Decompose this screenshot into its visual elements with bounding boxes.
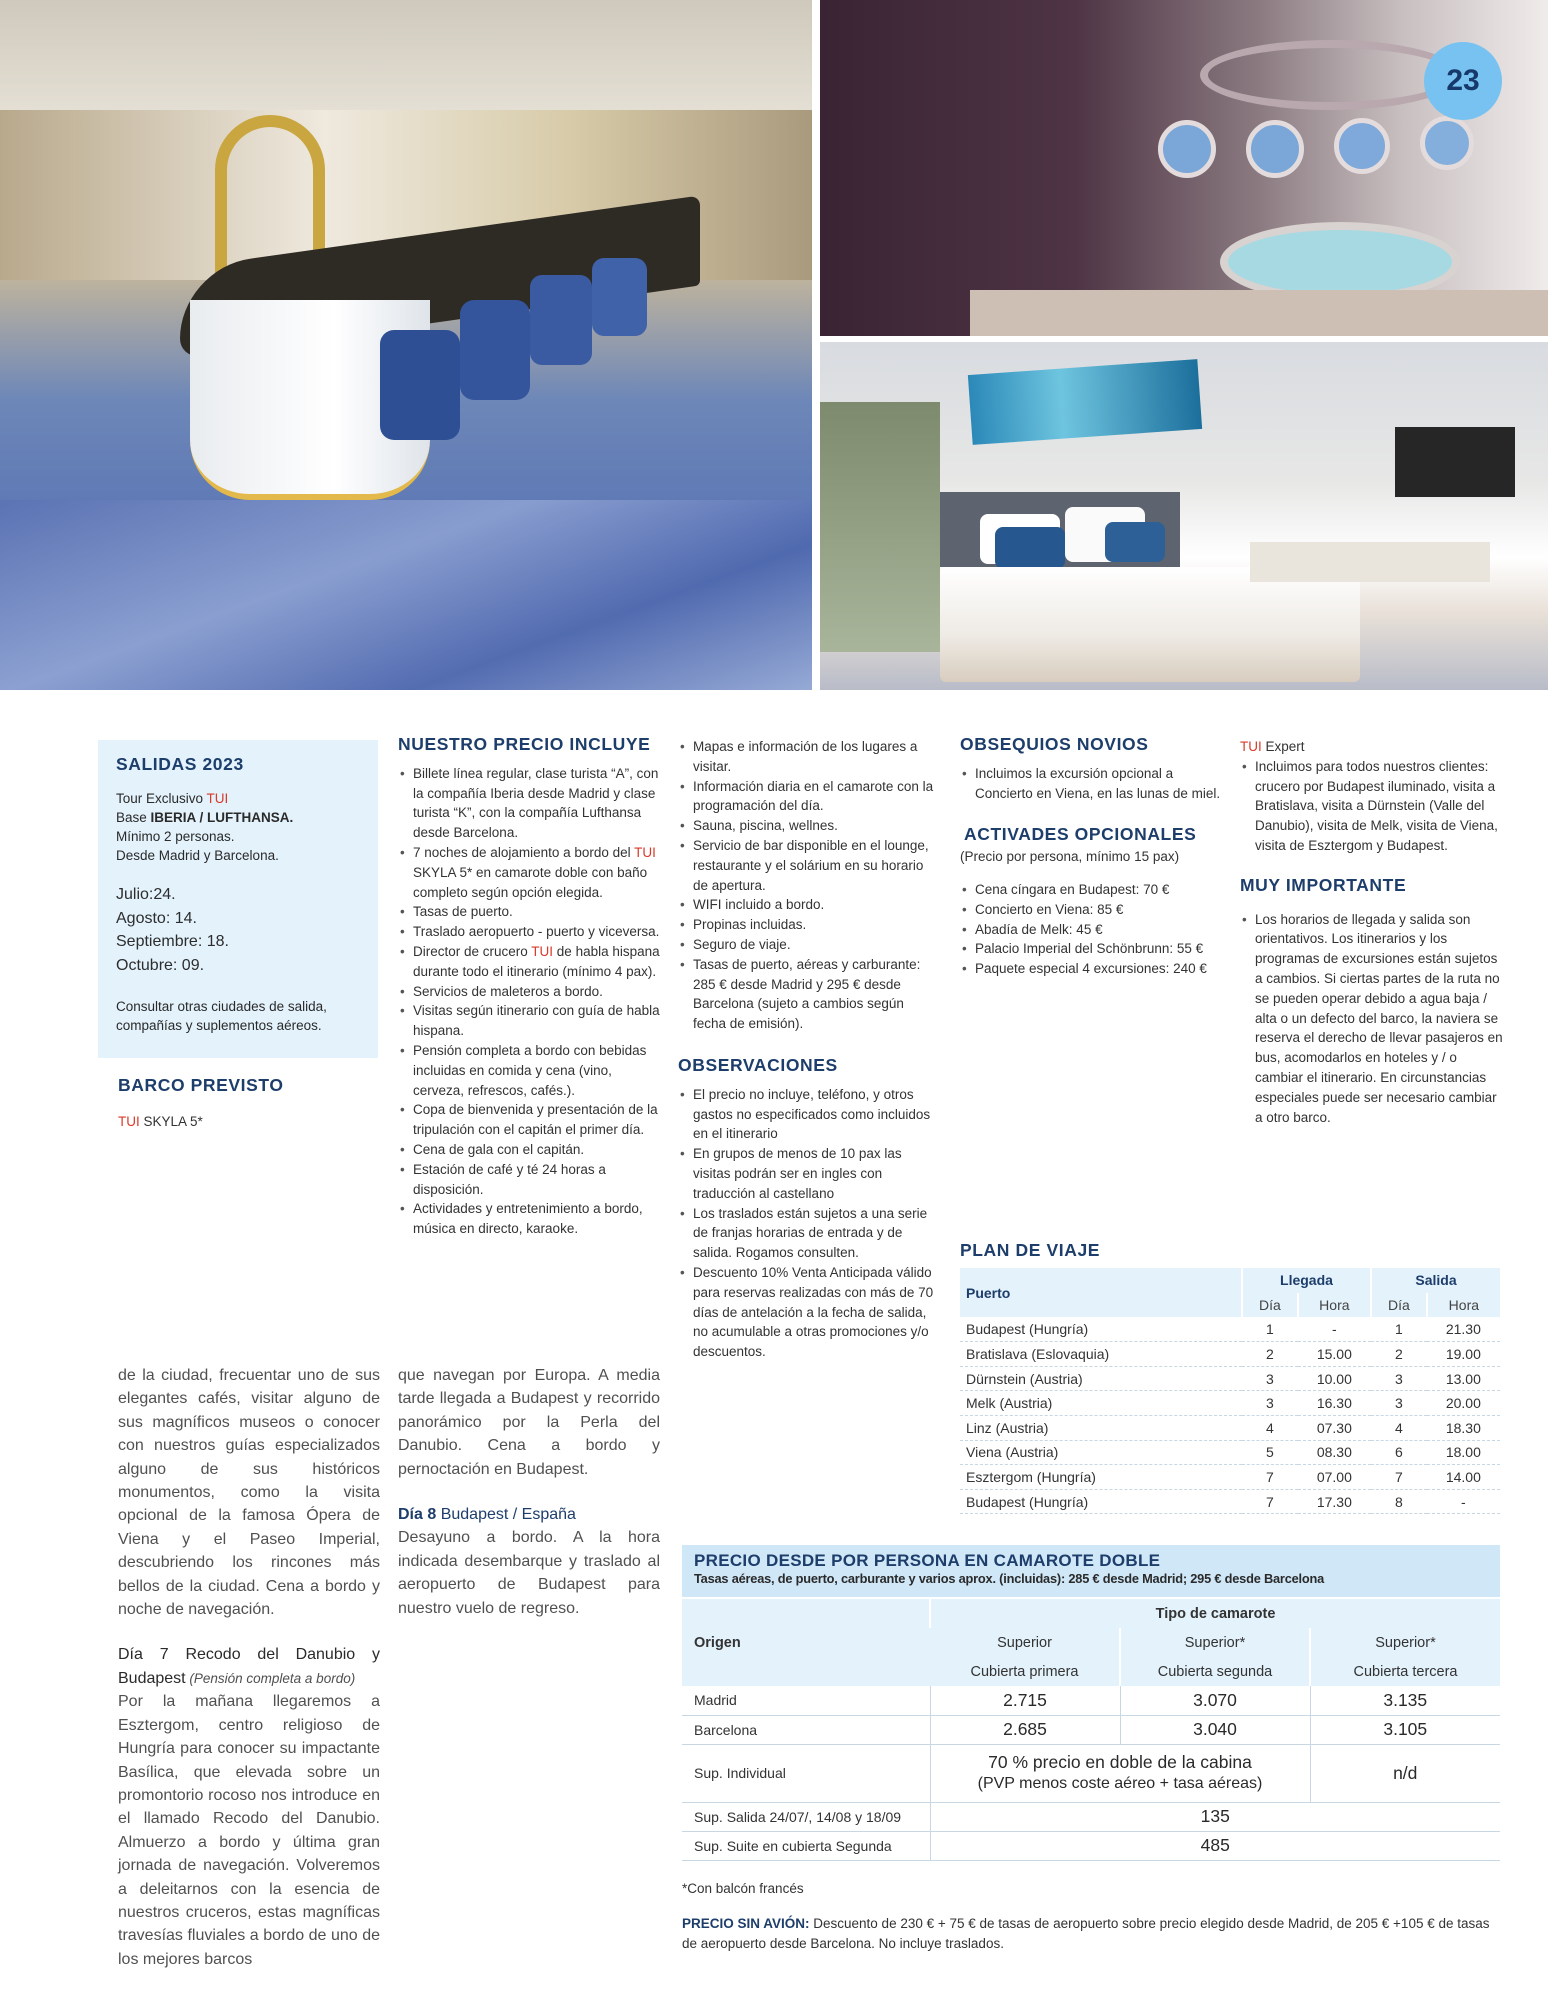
consultar-note: Consultar otras ciudades de salida, compañías y suplementos aéreos. [116,999,327,1033]
observaciones-heading: OBSERVACIONES [678,1054,838,1075]
expert-label: Expert [1261,739,1305,754]
table-row [682,1715,1500,1744]
list-item: • Seguro de viaje. [678,935,940,955]
category-label: Superior* [1120,1628,1310,1657]
importante-heading: MUY IMPORTANTE [1240,874,1407,895]
list-item: • Copa de bienvenida y presentación de la tripulación con el capitán el primer día. [398,1100,660,1140]
price-value: n/d [1310,1744,1500,1802]
tv [1395,427,1515,497]
table-row [960,1342,1500,1367]
importante-list [1240,910,1506,1128]
arrival-time: 07.00 [1298,1465,1371,1490]
price-header [682,1545,1500,1597]
day-title: Budapest / España [436,1506,576,1524]
balcon-footnote: *Con balcón francés [682,1881,804,1896]
table-row [960,1366,1500,1391]
list-item: • Director de crucero TUI de habla hispana durante todo el itinerario (mínimo 4 pax). [398,942,660,982]
tui-brand: TUI [118,1113,140,1129]
opcionales-list [960,880,1222,979]
table-row [682,1744,1500,1802]
day-title: Recodo del Danubio y Budapest [118,1646,380,1687]
porthole-window [1158,120,1216,178]
arrival-time: 08.30 [1298,1440,1371,1465]
price-value: 135 [930,1802,1500,1831]
desk [1250,542,1490,582]
incluye-section-cont [678,737,940,1362]
incluye-section [398,735,660,1239]
departure-time: - [1427,1489,1500,1514]
port-name: Melk (Austria) [960,1391,1242,1416]
port-name: Bratislava (Eslovaquia) [960,1342,1242,1367]
list-item: • Tasas de puerto, aéreas y carburante: 285 € desde Madrid y 295 € desde Barcelona (sujeto a cambios según fecha de emisión). [678,955,940,1034]
day-label: Día 8 [398,1506,437,1524]
itinerary-table [960,1268,1500,1514]
category-label: Superior* [1310,1628,1500,1657]
col-dia: Día [1371,1293,1427,1318]
arrival-day: 4 [1242,1416,1298,1441]
list-item: • Los horarios de llegada y salida son orientativos. Los itinerarios y los programas de excursiones están sujetos a cambios. Si ciertas partes de la ruta no se pueden operar debido a agua baja / alta o un defecto del barco, la naviera se reserva el derecho de llevar pasajeros en bus, acomodarlos en hoteles y / o cambiar el itinerario. En circunstancias especiales puede ser necesario cambiar a otro barco. [1240,910,1506,1128]
departure-dates [116,883,360,977]
expert-list [1240,757,1506,856]
departure-day: 3 [1371,1391,1427,1416]
table-row [960,1489,1500,1514]
individual-note: 70 % precio en doble de la cabina (PVP menos coste aéreo + tasa aéreas) [930,1744,1310,1802]
cushion [1105,522,1165,562]
departure-day: 1 [1371,1317,1427,1342]
list-item: • Cena de gala con el capitán. [398,1140,660,1160]
list-item: • Los traslados están sujetos a una serie de franjas horarias de entrada y de salida. Rogamos consulten. [678,1204,940,1263]
obsequios-section [960,735,1222,979]
date-item: Octubre: 09. [116,956,205,974]
departure-day: 3 [1371,1366,1427,1391]
date-item: Agosto: 14. [116,909,197,927]
category-label: Superior [930,1628,1120,1657]
port-name: Budapest (Hungría) [960,1489,1242,1514]
list-item: • Estación de café y té 24 horas a disposición. [398,1160,660,1200]
departure-day: 4 [1371,1416,1427,1441]
port-name: Esztergom (Hungría) [960,1465,1242,1490]
list-item: • Visitas según itinerario con guía de habla hispana. [398,1001,660,1041]
arrival-day: 3 [1242,1391,1298,1416]
itinerary-paragraph: Desayuno a bordo. A la hora indicada desembarque y traslado al aeropuerto de Budapest para nuestro vuelo de regreso. [398,1529,660,1617]
list-item: • Propinas incluidas. [678,915,940,935]
porthole-window [1334,118,1390,174]
port-name: Dürnstein (Austria) [960,1366,1242,1391]
col-puerto: Puerto [960,1268,1242,1317]
price-value: 3.135 [1310,1686,1500,1715]
row-label: Sup. Salida 24/07/, 14/08 y 18/09 [682,1802,930,1831]
arrival-time: 07.30 [1298,1416,1371,1441]
incluye-heading: NUESTRO PRECIO INCLUYE [398,734,651,754]
price-value: 485 [930,1831,1500,1860]
list-item: • Abadía de Melk: 45 € [960,920,1222,940]
date-item: Julio:24. [116,886,176,903]
itinerary-paragraph: Por la mañana llegaremos a Esztergom, centro religioso de Hungría para conocer su impactante Basílica, que elevada sobre un promontorio rocoso nos introduce en el llamado Recodo del Danubio. Almuerzo a bordo y última gran jornada de navegación. Volveremos a deleitarnos con la esencia de nuestros cruceros, estas magníficas travesías fluviales a bordo de uno de los mejores barcos [118,1693,380,1968]
col-tipo-camarote: Tipo de camarote [930,1599,1500,1628]
list-item: • Actividades y entretenimiento a bordo, música en directo, karaoke. [398,1199,660,1239]
departure-time: 21.30 [1427,1317,1500,1342]
day-7 [118,1643,380,1690]
departure-time: 14.00 [1427,1465,1500,1490]
date-item: Septiembre: 18. [116,933,229,950]
observaciones-list [678,1085,940,1362]
wall-painting [968,359,1202,445]
list-item: • WIFI incluido a bordo. [678,895,940,915]
salidas-details: Tour Exclusivo TUI Base IBERIA / LUFTHANSA. Mínimo 2 personas. Desde Madrid y Barcelona. [116,789,360,865]
arrival-time: 16.30 [1298,1391,1371,1416]
price-value: 2.715 [930,1686,1120,1715]
day-subtitle: (Pensión completa a bordo) [185,1670,356,1686]
price-value: 3.070 [1120,1686,1310,1715]
day-label: Día 7 [118,1646,169,1664]
row-label: Sup. Suite en cubierta Segunda [682,1831,930,1860]
sin-avion-label: PRECIO SIN AVIÓN: [682,1916,810,1931]
page-number-badge: 23 [1424,42,1502,120]
table-row [960,1317,1500,1342]
deck-label: Cubierta tercera [1310,1657,1500,1686]
ship-name: SKYLA 5* [139,1113,203,1129]
table-row [682,1686,1500,1715]
price-subtitle: Tasas aéreas, de puerto, carburante y varios aprox. (incluidas): 285 € desde Madrid; 295 € desde Barcelona [694,1571,1325,1586]
salidas-box [98,740,378,1058]
barco-section [118,1076,378,1132]
list-item: • Descuento 10% Venta Anticipada válido para reservas realizadas con más de 70 días de antelación a la fecha de salida, no acumulable a otras promociones y/o descuentos. [678,1263,940,1362]
list-item: • El precio no incluye, teléfono, y otros gastos no especificados como incluidos en el itinerario [678,1085,940,1144]
table-row [682,1802,1500,1831]
arrival-time: 15.00 [1298,1342,1371,1367]
departure-day: 8 [1371,1489,1427,1514]
list-item: • Información diaria en el camarote con la programación del día. [678,777,940,817]
list-item: • Sauna, piscina, wellnes. [678,816,940,836]
porthole-window [1420,116,1474,170]
bed [940,567,1360,682]
incluye-list [398,764,660,1239]
tui-brand: TUI [1240,739,1262,754]
list-item: • Palacio Imperial del Schönbrunn: 55 € [960,939,1222,959]
arrival-time: 17.30 [1298,1489,1371,1514]
bar-stool [592,258,647,336]
bar-stool [380,330,460,440]
opcionales-note: (Precio por persona, mínimo 15 pax) [960,849,1180,865]
arrival-time: - [1298,1317,1371,1342]
list-item: • Incluimos para todos nuestros clientes: crucero por Budapest iluminado, visita a Bratislava, visita a Dürnstein (Valle del Danubio), visita de Melk, visita de Viena, visita de Esztergom y Budapest. [1240,757,1506,856]
table-header [960,1268,1500,1293]
opcionales-heading: ACTIVADES OPCIONALES [964,824,1197,845]
departure-day: 7 [1371,1465,1427,1490]
sin-avion-text: Descuento de 230 € + 75 € de tasas de aeropuerto sobre precio elegido desde Madrid, de 205 € +105 € de tasas de aeropuerto desde Barcelona. No incluye traslados. [682,1916,1490,1951]
list-item: • En grupos de menos de 10 pax las visitas podrán ser en ingles con traducción al castellano [678,1144,940,1203]
table-row [960,1416,1500,1441]
departure-day: 2 [1371,1342,1427,1367]
price-title: PRECIO DESDE POR PERSONA EN CAMAROTE DOBLE [694,1551,1161,1570]
row-label: Sup. Individual [682,1744,930,1802]
obsequios-heading: OBSEQUIOS NOVIOS [960,734,1149,754]
list-item: • Servicios de maleteros a bordo. [398,982,660,1002]
day-8 [398,1503,660,1526]
bar-stool [460,300,530,400]
price-value: 2.685 [930,1715,1120,1744]
minimo-personas: Mínimo 2 personas. [116,829,235,844]
col-hora: Hora [1427,1293,1500,1318]
arrival-day: 1 [1242,1317,1298,1342]
arrival-time: 10.00 [1298,1366,1371,1391]
tui-brand: TUI [206,791,229,806]
arrival-day: 7 [1242,1465,1298,1490]
price-header-row [682,1599,1500,1628]
list-item: • 7 noches de alojamiento a bordo del TUI SKYLA 5* en camarote doble con baño completo según opción elegida. [398,843,660,902]
deck-label: Cubierta primera [930,1657,1120,1686]
arrival-day: 5 [1242,1440,1298,1465]
arrival-day: 3 [1242,1366,1298,1391]
list-item: • Concierto en Viena: 85 € [960,900,1222,920]
floor [970,290,1548,336]
row-label: Barcelona [682,1715,930,1744]
departure-time: 19.00 [1427,1342,1500,1367]
table-row [960,1391,1500,1416]
departure-time: 18.00 [1427,1440,1500,1465]
incluye-list-cont [678,737,940,1034]
col-dia: Día [1242,1293,1298,1318]
list-item: • Paquete especial 4 excursiones: 240 € [960,959,1222,979]
port-name: Linz (Austria) [960,1416,1242,1441]
expert-section [1240,737,1506,1127]
list-item: • Billete línea regular, clase turista “A”, con la compañía Iberia desde Madrid y clase turista “K”, con la compañía Lufthansa desde Barcelona. [398,764,660,843]
col-hora: Hora [1298,1293,1371,1318]
obsequios-list [960,764,1222,804]
bar-lounge-photo [0,0,812,690]
window-left [820,402,940,652]
departure-time: 18.30 [1427,1416,1500,1441]
list-item: • Tasas de puerto. [398,902,660,922]
col-llegada: Llegada [1242,1268,1371,1293]
departure-time: 13.00 [1427,1366,1500,1391]
list-item: • Incluimos la excursión opcional a Concierto en Viena, en las lunas de miel. [960,764,1222,804]
departure-time: 20.00 [1427,1391,1500,1416]
itinerary-paragraph: de la ciudad, frecuentar uno de sus elegantes cafés, visitar alguno de sus magníficos museos o conocer con nuestros guías especializados alguno de sus históricos monumentos, como la visita opcional de la famosa Ópera de Viena y el Paseo Imperial, descubriendo los rincones más bellos de la ciudad. Cena a bordo y noche de navegación. [118,1367,380,1619]
itinerary-text-col2 [398,1364,660,1620]
barco-heading: BARCO PREVISTO [118,1075,284,1095]
itinerary-rows [960,1317,1500,1514]
departure-day: 6 [1371,1440,1427,1465]
list-item: • Cena cíngara en Budapest: 70 € [960,880,1222,900]
row-label: Madrid [682,1686,930,1715]
table-row [682,1831,1500,1860]
plan-heading: PLAN DE VIAJE [960,1240,1101,1260]
carpet [0,500,812,690]
bar-stool [530,275,592,365]
cabin-bedroom-photo [820,342,1548,690]
arrival-day: 7 [1242,1489,1298,1514]
list-item: • Pensión completa a bordo con bebidas incluidas en comida y cena (vino, cerveza, refrescos, cafés.). [398,1041,660,1100]
ceiling-ring [1200,40,1460,110]
table-row [960,1465,1500,1490]
list-item: • Servicio de bar disponible en el lounge, restaurante y el solárium en su horario de apertura. [678,836,940,895]
cushion [995,527,1065,569]
list-item: • Traslado aeropuerto - puerto y viceversa. [398,922,660,942]
desde-ciudades: Desde Madrid y Barcelona. [116,848,279,863]
salidas-heading: SALIDAS 2023 [116,754,244,774]
col-salida: Salida [1371,1268,1500,1293]
list-item: • Mapas e información de los lugares a visitar. [678,737,940,777]
price-value: 3.040 [1120,1715,1310,1744]
table-row [960,1440,1500,1465]
port-name: Budapest (Hungría) [960,1317,1242,1342]
price-table [682,1599,1500,1861]
itinerary-text-col1 [118,1364,380,1971]
price-value: 3.105 [1310,1715,1500,1744]
sin-avion-note [682,1914,1502,1954]
base-airlines: IBERIA / LUFTHANSA. [150,810,294,825]
col-origen: Origen [682,1599,930,1686]
deck-label: Cubierta segunda [1120,1657,1310,1686]
port-name: Viena (Austria) [960,1440,1242,1465]
arrival-day: 2 [1242,1342,1298,1367]
itinerary-paragraph: que navegan por Europa. A media tarde llegada a Budapest y recorrido panorámico por la Perla del Danubio. Cena a bordo y pernoctación en Budapest. [398,1367,660,1478]
ceiling [0,0,812,120]
porthole-window [1246,120,1304,178]
